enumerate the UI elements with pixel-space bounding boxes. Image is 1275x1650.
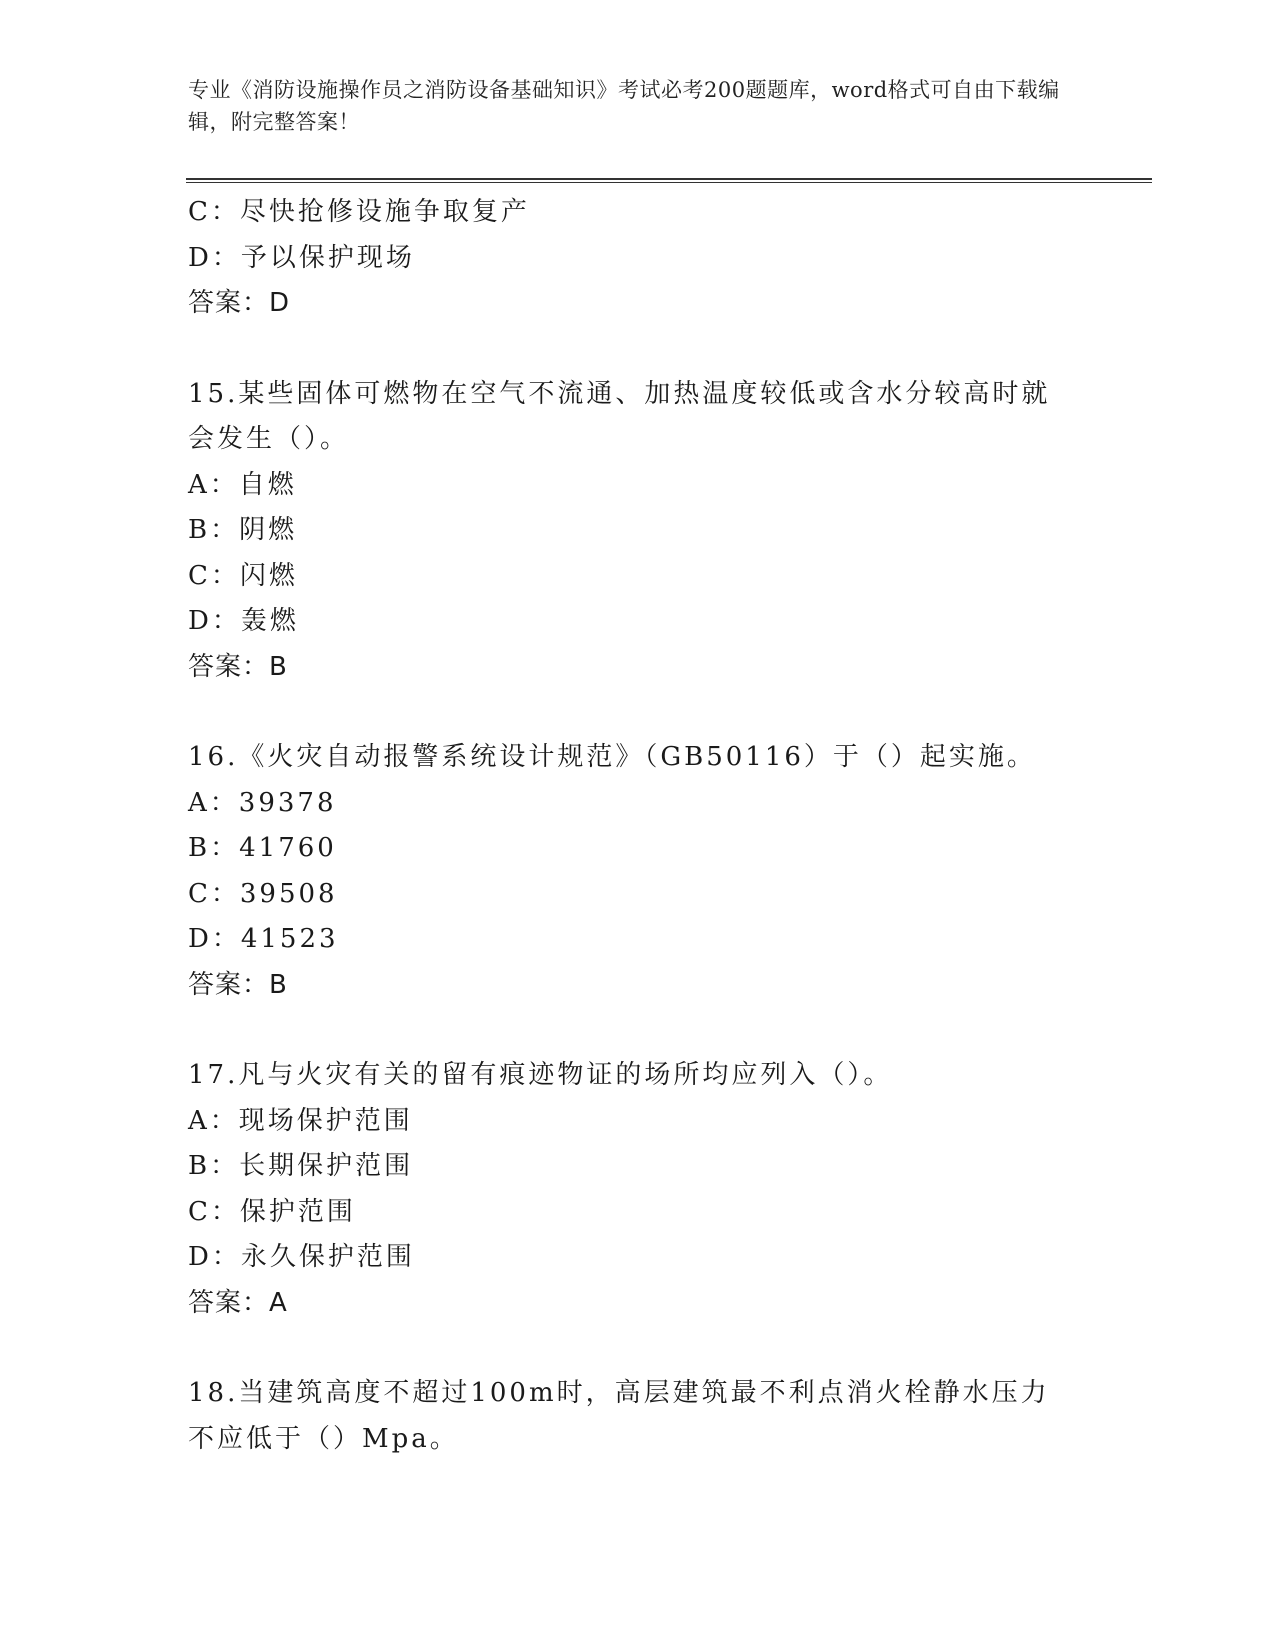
option-c: C：保护范围 [188,1196,356,1227]
option-d: D：予以保护现场 [188,242,415,273]
option-a: A：自燃 [188,469,297,500]
option-a: A：现场保护范围 [188,1105,413,1136]
question-stem: 18.当建筑高度不超过100m时，高层建筑最不利点消火栓静水压力不应低于（）Mpa。 [188,1378,1050,1454]
question-stem: 16.《火灾自动报警系统设计规范》（GB50116）于（）起实施。 [188,742,1036,772]
option-a: A：39378 [188,787,337,818]
option-b: B：41760 [188,833,337,863]
question-stem: 17.凡与火灾有关的留有痕迹物证的场所均应列入（）。 [188,1060,893,1090]
option-d: D：永久保护范围 [188,1242,415,1272]
question-stem: 15.某些固体可燃物在空气不流通、加热温度较低或含水分较高时就会发生（）。 [188,378,1051,454]
answer: 答案：B [188,651,288,682]
answer: 答案：B [188,969,288,1000]
answer: 答案：D [188,288,291,318]
answer: 答案：A [188,1287,288,1318]
option-c: C：闪燃 [188,560,298,591]
header-divider [186,178,1152,183]
option-d: D：41523 [188,924,339,954]
document-header: 专业《消防设施操作员之消防设备基础知识》考试必考200题题库，word格式可自由下载编辑，附完整答案！ [188,78,1060,134]
question-16 [188,735,1088,1008]
question-list [188,190,1088,1462]
option-c: C：39508 [188,878,338,909]
question-18 [188,1371,1088,1462]
option-b: B：阴燃 [188,515,298,545]
option-d: D：轰燃 [188,606,299,636]
option-c: C：尽快抢修设施争取复产 [188,197,530,227]
option-b: B：长期保护范围 [188,1151,414,1181]
question-15 [188,372,1088,691]
question-14-remainder [188,190,1088,327]
question-17 [188,1053,1088,1326]
